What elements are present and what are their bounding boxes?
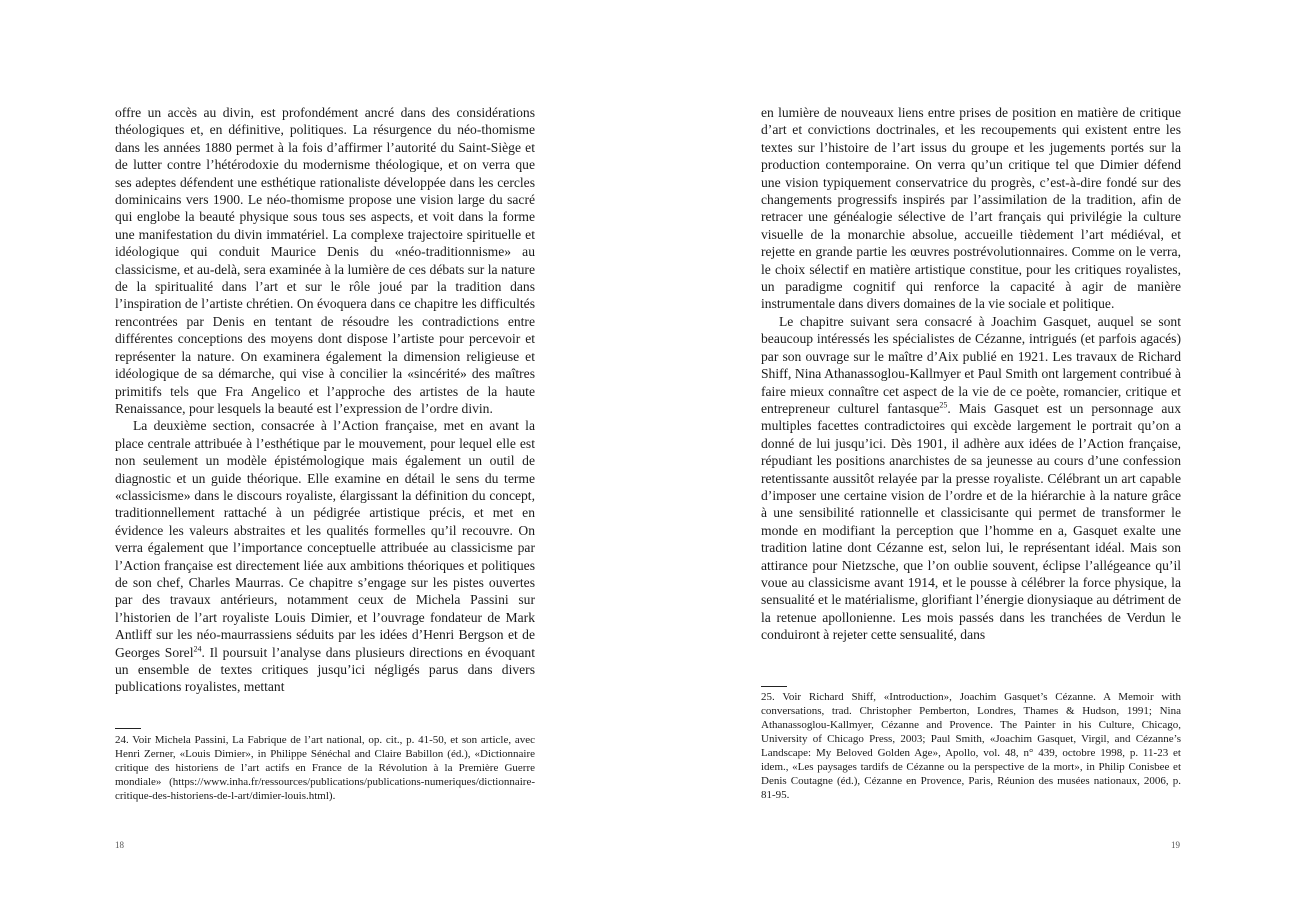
page-number-right: 19 <box>1171 840 1180 850</box>
right-paragraph-2-text: Le chapitre suivant sera consacré à Joachim Gasquet, auquel se sont beaucoup intéressés les spécialistes de Cézanne, intrigués (et parfois agacés) par son ouvrage sur le maître d’Aix publié en 1921. Les travaux de Richard Shiff, Nina Athanassoglou-Kallmyer et Paul Smith ont largement contribué à faire mieux connaître cet aspect de la vie de ce poète, romancier, critique et entrepreneur culturel fantasque <box>761 313 1181 416</box>
left-paragraph-1: offre un accès au divin, est profondément ancré dans des considérations théologiques et, en définitive, politiques. La résurgence du néo-thomisme dans les années 1880 permet à la fois d’affirmer l’autorité du Saint-Siège et de lutter contre l’hétérodoxie du modernisme théologique, et on verra que ses adeptes défendent une esthétique rationaliste développée dans les cercles dominicains vers 1900. Le néo-thomisme propose une vision large du sacré qui englobe la beauté physique sous tous ses aspects, et voit dans la forme une manifestation du divin immatériel. La complexe trajectoire spirituelle et idéologique qui conduit Maurice Denis du «néo-traditionnisme» au classicisme, et au-delà, sera examinée à la lumière de ces débats sur la nature de la spiritualité dans l’art et sur le rôle joué par la tradition dans l’inspiration de l’artiste chrétien. On évoquera dans ce chapitre les difficultés rencontrées par Denis en tentant de résoudre les contradictions entre différentes conceptions des moyens dont dispose l’artiste pour percevoir et représenter la nature. On examinera également la dimension religieuse et idéologique de sa démarche, qui vise à concilier la «sincérité» des maîtres primitifs tels que Fra Angelico et l’approche des artistes de la haute Renaissance, pour lesquels la beauté est l’expression de l’ordre divin. <box>115 105 535 416</box>
footnote-rule <box>115 728 141 729</box>
right-page <box>647 0 1294 913</box>
footnote-rule <box>761 686 787 687</box>
left-paragraph-2 <box>115 417 535 696</box>
left-paragraph-2-text: La deuxième section, consacrée à l’Action française, met en avant la place centrale attribuée à l’esthétique par le mouvement, pour lequel elle est non seulement un modèle épistémologique mais également un outil de diagnostic et un guide théorique. Elle examine en détail le sens du terme «classicisme» dans le discours royaliste, élargissant la définition du concept, traditionnellement rattaché à un pédigrée artistique précis, et met en évidence les valeurs abstraites et les qualités formelles qu’il recouvre. On verra également que l’importance conceptuelle attribuée au classicisme par l’Action française est directement liée aux ambitions théoriques et politiques de son chef, Charles Maurras. Ce chapitre s’engage sur les pistes ouvertes par des travaux antérieurs, notamment ceux de Michela Passini sur l’historien de l’art royaliste Louis Dimier, et l’ouvrage fondateur de Mark Antliff sur les néo-maurrassiens séduits par les idées d’Henri Bergson et de Georges Sorel <box>115 418 535 660</box>
footnote-24-text: 24. Voir Michela Passini, La Fabrique de l’art national, op. cit., p. 41-50, et son article, avec Henri Zerner, «Louis Dimier», in Philippe Sénéchal and Claire Babillon (éd.), «Dictionnaire critique des historiens de l’art actifs en France de la Révolution à la Première Guerre mondiale» (https://www.inha.fr/ressources/publications/publications-numeriques/dictionnaire-critique-des-historiens-de-l-art/dimier-louis.html). <box>115 734 535 802</box>
footnote-25-text: 25. Voir Richard Shiff, «Introduction», Joachim Gasquet’s Cézanne. A Memoir with conversations, trad. Christopher Pemberton, Londres, Thames & Hudson, 1991; Nina Athanassoglou-Kallmyer, Cézanne and Provence. The Painter in his Culture, Chicago, University of Chicago Press, 2003; Paul Smith, «Joachim Gasquet, Virgil, and Cézanne’s Landscape: My Beloved Golden Age», Apollo, vol. 48, n° 439, octobre 1998, p. 11-23 et idem., «Les paysages tardifs de Cézanne ou la perspective de la mort», in Philip Conisbee et Denis Coutagne (éd.), Cézanne en Provence, Paris, Réunion des musées nationaux, 2006, p. 81-95. <box>761 691 1181 801</box>
footnote-ref-24: 24 <box>193 644 202 654</box>
right-body-text <box>761 104 1181 644</box>
left-body-text <box>115 104 535 696</box>
right-paragraph-1: en lumière de nouveaux liens entre prises de position en matière de critique d’art et convictions doctrinales, et les recoupements qui existent entre les textes sur l’histoire de l’art issus du groupe et les jugements portés sur la production contemporaine. On verra qu’un critique tel que Dimier défend une vision typiquement conservatrice du progrès, c’est-à-dire fondé sur des changements progressifs inspirés par l’assimilation de la tradition, afin de retracer une généalogie sélective de l’art français qui privilégie la culture visuelle de la monarchie absolue, accueille tièdement l’art médiéval, et rejette en grande partie les œuvres postrévolutionnaires. Comme on le verra, le choix sélectif en matière artistique constitue, pour les critiques royalistes, un paradigme cognitif qui renforce la capacité à agir de manière instrumentale dans divers domaines de la vie sociale et politique. <box>761 105 1181 312</box>
right-paragraph-2-tail: . Mais Gasquet est un personnage aux multiples facettes contradictoires qui excède largement le portrait qu’on a donné de lui jusqu’ici. Dès 1901, il adhère aux idées de l’Action française, répudiant les positions anarchistes de sa jeunesse au cours d’une confession retentissante aussitôt relayée par la presse royaliste. Célébrant un art capable d’imposer une certaine vision de l’ordre et de la hiérarchie à la nature grâce à une sensibilité rationnelle et classicisante qui permet de transformer le monde en modifiant la perception que l’homme en a, Gasquet exalte une tradition latine dont Cézanne est, selon lui, le représentant idéal. Mais son attirance pour Nietzsche, que l’on oublie souvent, éclipse l’allégeance qu’il voue au classicisme avant 1914, et le pousse à célébrer la force physique, la sensualité et le matérialisme, glorifiant l’énergie dionysiaque au détriment de la retenue apollonienne. Les mois passés dans les tranchées de Verdun le conduiront à rejeter cette sensualité, dans <box>761 400 1181 643</box>
footnote-25 <box>761 690 1181 802</box>
footnote-24 <box>115 733 535 803</box>
footnote-ref-25: 25 <box>939 400 948 410</box>
left-paragraph-2-tail: . Il poursuit l’analyse dans plusieurs directions en évoquant un ensemble de textes critiques jusqu’ici négligés parus dans divers publications royalistes, mettant <box>115 644 535 695</box>
right-paragraph-2 <box>761 313 1181 644</box>
page-number-left: 18 <box>115 840 124 850</box>
